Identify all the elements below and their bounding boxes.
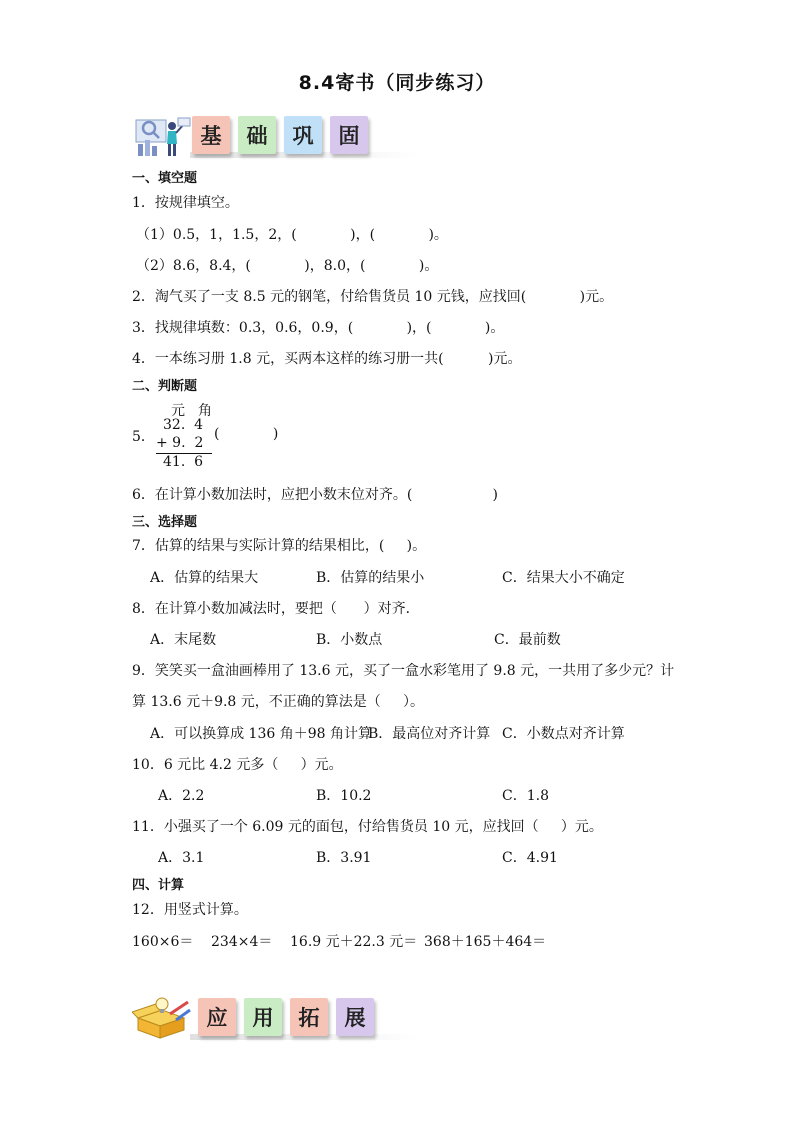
- question-1-part-1: （1）0.5，1，1.5，2，( )，( )。: [136, 227, 448, 243]
- chart-person-icon: [132, 114, 192, 158]
- question-3: 3．找规律填数：0.3，0.6，0.9，( )，( )。: [132, 320, 505, 336]
- banner-tile: 展: [336, 998, 374, 1036]
- expression-3: 16.9 元＋22.3 元＝: [290, 934, 418, 950]
- expression-4: 368＋165＋464＝: [424, 934, 547, 950]
- vertical-row-2: + 9. 2: [156, 435, 204, 451]
- option-b: B．小数点: [316, 632, 383, 648]
- option-a: A．估算的结果大: [150, 570, 259, 586]
- question-7: 7．估算的结果与实际计算的结果相比，( )。: [132, 538, 427, 554]
- vertical-header-jiao: 角: [198, 403, 212, 419]
- question-5-number: 5．: [132, 429, 155, 445]
- option-b: B．估算的结果小: [316, 570, 425, 586]
- option-b: B．10.2: [316, 788, 372, 804]
- banner-tile: 础: [238, 116, 276, 154]
- question-10: 10．6 元比 4.2 元多（ ）元。: [132, 757, 343, 773]
- toolbox-bulb-icon: [132, 996, 192, 1040]
- option-c: C．结果大小不确定: [502, 570, 625, 586]
- option-a: A．2.2: [158, 788, 205, 804]
- banner-tile: 拓: [290, 998, 328, 1036]
- question-11: 11．小强买了一个 6.09 元的面包，付给售货员 10 元，应找回（ ）元。: [132, 819, 603, 835]
- option-a: A．可以换算成 136 角＋98 角计算: [150, 726, 372, 742]
- question-1-part-2: （2）8.6，8.4，( )，8.0，( )。: [136, 258, 439, 274]
- banner-basic: [132, 112, 432, 160]
- expression-2: 234×4＝: [211, 934, 273, 950]
- question-2: 2．淘气买了一支 8.5 元的钢笔，付给售货员 10 元钱，应找回( )元。: [132, 289, 614, 305]
- banner-tile: 基: [192, 116, 230, 154]
- option-a: A．末尾数: [150, 632, 217, 648]
- vertical-header-yuan: 元: [171, 403, 185, 419]
- banner-extend: [132, 994, 432, 1042]
- question-1: 1．按规律填空。: [132, 195, 239, 211]
- option-a: A．3.1: [158, 850, 205, 866]
- option-c: C．1.8: [502, 788, 549, 804]
- option-b: B．3.91: [316, 850, 372, 866]
- section-heading: 二、判断题: [132, 379, 198, 394]
- answer-blank: ( ): [214, 426, 279, 442]
- question-4: 4．一本练习册 1.8 元，买两本这样的练习册一共( )元。: [132, 351, 522, 367]
- vertical-row-1: 32. 4: [163, 417, 204, 433]
- expression-1: 160×6＝: [132, 934, 194, 950]
- banner-tile: 用: [244, 998, 282, 1036]
- section-heading: 四、计算: [132, 878, 185, 893]
- section-heading: 一、填空题: [132, 171, 198, 186]
- option-c: C．最前数: [494, 632, 561, 648]
- option-b: B．最高位对齐计算: [368, 726, 491, 742]
- page-title: 8.4寄书（同步练习）: [298, 72, 496, 94]
- banner-tile: 应: [198, 998, 236, 1036]
- question-6: 6．在计算小数加法时，应把小数末位对齐。( ): [132, 487, 498, 503]
- option-c: C．4.91: [502, 850, 558, 866]
- section-heading: 三、选择题: [132, 515, 198, 530]
- vertical-row-3: 41. 6: [163, 454, 204, 470]
- question-8: 8．在计算小数加减法时，要把（ ）对齐．: [132, 601, 420, 617]
- banner-tile: 巩: [284, 116, 322, 154]
- question-9-line-2: 算 13.6 元＋9.8 元，不正确的算法是（ ）。: [132, 694, 425, 710]
- question-12: 12．用竖式计算。: [132, 902, 248, 918]
- option-c: C．小数点对齐计算: [502, 726, 625, 742]
- banner-tile: 固: [330, 116, 368, 154]
- question-9-line-1: 9．笑笑买一盒油画棒用了 13.6 元，买了一盒水彩笔用了 9.8 元，一共用了多少元？计: [132, 663, 675, 679]
